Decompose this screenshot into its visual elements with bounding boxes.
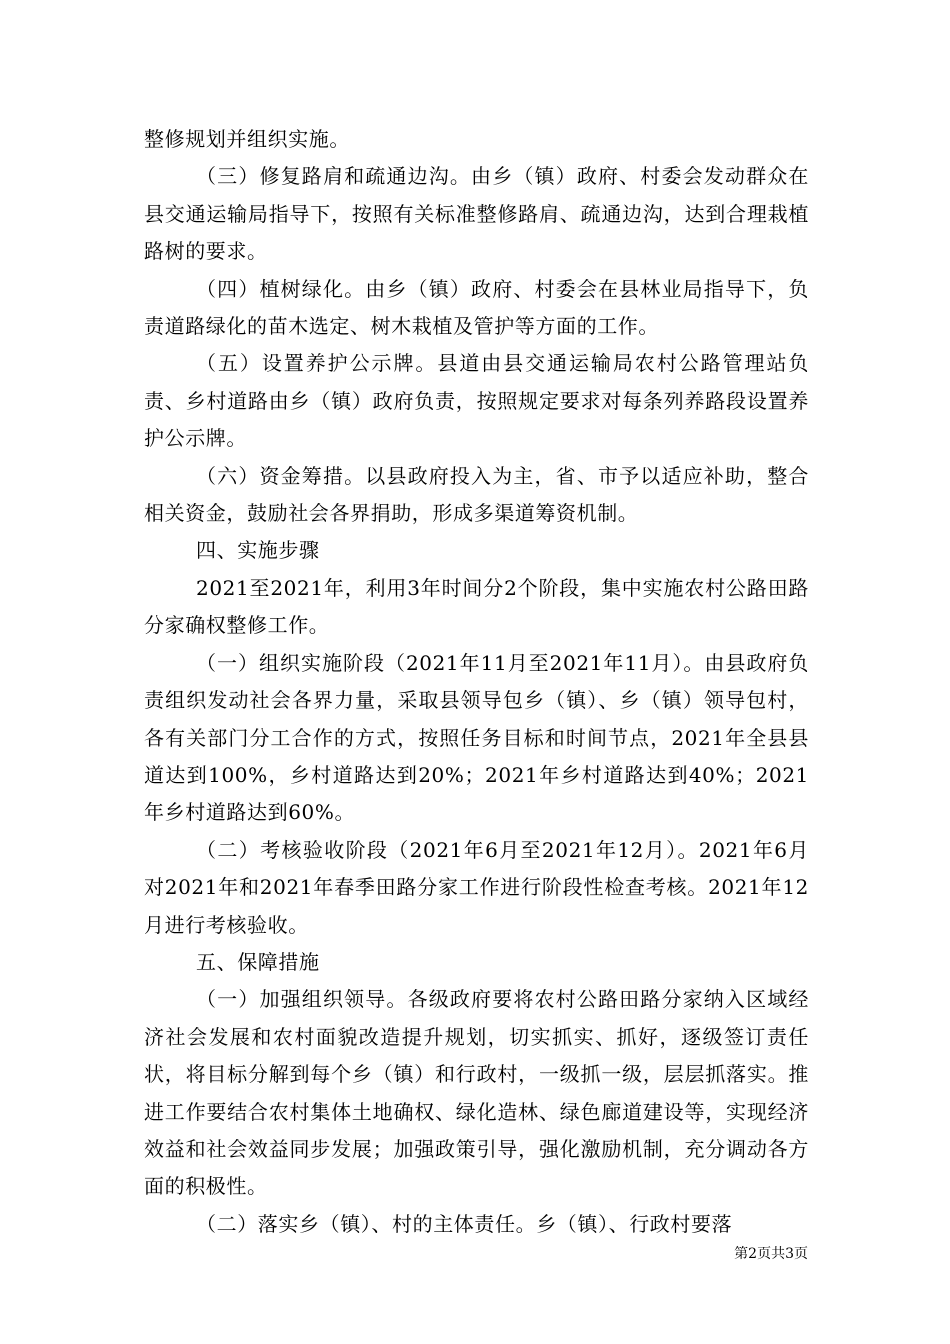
paragraph: （六）资金筹措。以县政府投入为主，省、市予以适应补助，整合相关资金，鼓励社会各界捐助，形成多渠道筹资机制。 — [144, 463, 809, 526]
paragraph: 整修规划并组织实施。 — [144, 127, 350, 151]
paragraph: （一）加强组织领导。各级政府要将农村公路田路分家纳入区域经济社会发展和农村面貌改造提升规划，切实抓实、抓好，逐级签订责任状，将目标分解到每个乡（镇）和行政村，一级抓一级，层层抓落实。推进工作要结合农村集体土地确权、绿化造林、绿色廊道建设等，实现经济效益和社会效益同步发展；加强政策引导，强化激励机制，充分调动各方面的积极性。 — [144, 987, 809, 1199]
document-body — [144, 121, 809, 1243]
page-number-footer: 第2页共3页 — [734, 1246, 808, 1262]
paragraph: 五、保障措施 — [196, 949, 320, 974]
paragraph: （二）考核验收阶段（2021年6月至2021年12月）。2021年6月对2021年和2021年春季田路分家工作进行阶段性检查考核。2021年12月进行考核验收。 — [144, 837, 809, 937]
paragraph: （五）设置养护公示牌。县道由县交通运输局农村公路管理站负责、乡村道路由乡（镇）政府负责，按照规定要求对每条列养路段设置养护公示牌。 — [144, 351, 809, 451]
paragraph: （四）植树绿化。由乡（镇）政府、村委会在县林业局指导下，负责道路绿化的苗木选定、树木栽植及管护等方面的工作。 — [144, 276, 809, 339]
paragraph: （三）修复路肩和疏通边沟。由乡（镇）政府、村委会发动群众在县交通运输局指导下，按照有关标准整修路肩、疏通边沟，达到合理栽植路树的要求。 — [144, 164, 809, 264]
paragraph: （一）组织实施阶段（2021年11月至2021年11月）。由县政府负责组织发动社会各界力量，采取县领导包乡（镇）、乡（镇）领导包村，各有关部门分工合作的方式，按照任务目标和时间节点，2021年全县县道达到100%，乡村道路达到20%；2021年乡村道路达到40%；2021年乡村道路达到60%。 — [144, 650, 809, 825]
paragraph: （二）落实乡（镇）、村的主体责任。乡（镇）、行政村要落 — [196, 1211, 733, 1236]
paragraph: 四、实施步骤 — [196, 538, 320, 563]
paragraph: 2021至2021年，利用3年时间分2个阶段，集中实施农村公路田路分家确权整修工作。 — [144, 575, 809, 638]
